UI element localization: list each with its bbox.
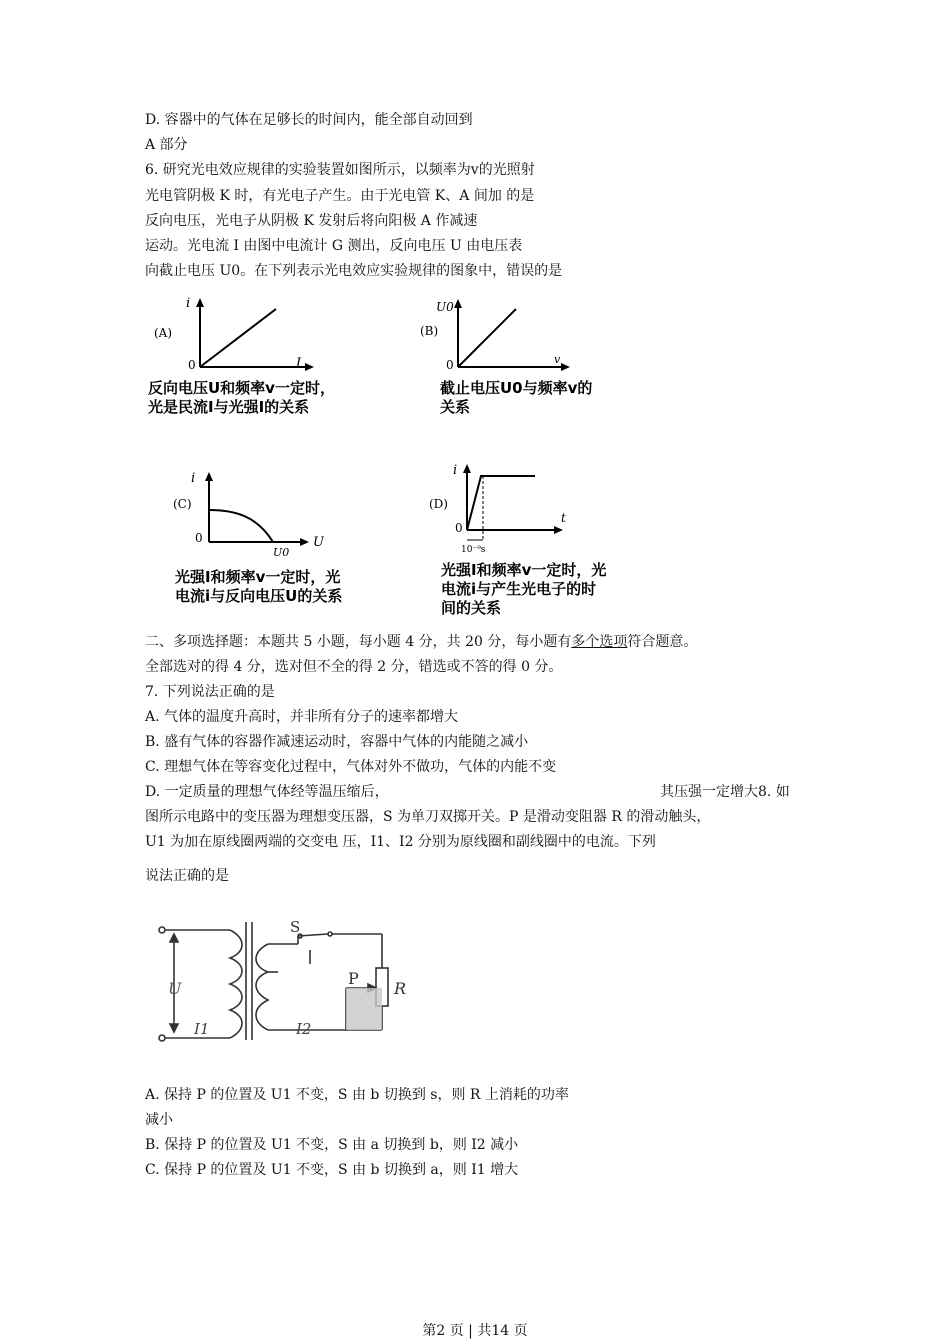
graph-d-origin: 0 bbox=[455, 521, 463, 535]
q7-stem: 7. 下列说法正确的是 bbox=[145, 684, 275, 700]
graph-c bbox=[165, 468, 405, 616]
graph-d-x-mark: 10⁻⁹s bbox=[461, 545, 486, 555]
q6-stem-line5: 向截止电压 U0。在下列表示光电效应实验规律的图象中，错误的是 bbox=[145, 263, 563, 279]
q5-option-d-line2: A 部分 bbox=[145, 137, 188, 153]
section2-intro-line1 bbox=[145, 632, 697, 652]
graph-a bbox=[148, 295, 398, 425]
graph-a-caption-1: 反向电压U和频率v一定时， bbox=[148, 379, 335, 397]
graph-d-x-axis: t bbox=[561, 511, 566, 525]
graph-d bbox=[425, 460, 665, 620]
graph-c-origin: 0 bbox=[195, 531, 203, 545]
graph-c-caption-1: 光强I和频率v一定时，光 bbox=[175, 568, 341, 586]
section2-underlined-phrase: 多个选项 bbox=[571, 634, 628, 650]
graph-b-plot bbox=[418, 295, 648, 375]
graph-b-y-axis: U0 bbox=[436, 300, 454, 314]
q8-option-a-line1: A. 保持 P 的位置及 U1 不变，S 由 b 切换到 s，则 R 上消耗的功率 bbox=[145, 1087, 569, 1103]
graph-a-x-axis: I bbox=[296, 356, 302, 371]
transformer-circuit bbox=[150, 908, 420, 1048]
graph-b-x-axis: v bbox=[554, 353, 561, 366]
graph-d-plot bbox=[425, 460, 665, 556]
circuit-i2-label: I2 bbox=[296, 1020, 312, 1038]
section2-intro-line2: 全部选对的得 4 分，选对但不全的得 2 分，错选或不答的得 0 分。 bbox=[145, 659, 563, 675]
graph-c-plot bbox=[165, 468, 405, 562]
graph-c-x-axis: U bbox=[313, 535, 324, 550]
circuit-p-label: P bbox=[348, 969, 359, 988]
q8-option-c: C. 保持 P 的位置及 U1 不变，S 由 b 切换到 a，则 I1 增大 bbox=[145, 1162, 519, 1178]
graph-c-y-axis: i bbox=[191, 471, 196, 486]
q8-stem-line1: 图所示电路中的变压器为理想变压器，S 为单刀双掷开关。P 是滑动变阻器 R 的滑动触头， bbox=[145, 809, 711, 825]
graph-c-label: (C) bbox=[173, 497, 192, 511]
graph-c-x-mark: U0 bbox=[273, 546, 290, 559]
graph-a-caption-2: 光是民流I与光强I的关系 bbox=[148, 398, 310, 416]
graph-b-caption-1: 截止电压U0与频率v的 bbox=[440, 379, 593, 397]
q8-option-a-line2: 减小 bbox=[145, 1112, 173, 1128]
graph-b-label: (B) bbox=[420, 324, 439, 338]
graph-a-plot bbox=[148, 295, 398, 375]
circuit-u-label: U bbox=[168, 979, 182, 998]
graph-b-caption-2: 关系 bbox=[440, 398, 471, 416]
q6-stem-line4: 运动。光电流 I 由图中电流计 G 测出，反向电压 U 由电压表 bbox=[145, 238, 523, 254]
q7-option-b: B. 盛有气体的容器作减速运动时，容器中气体的内能随之减小 bbox=[145, 734, 529, 750]
circuit-r-label: R bbox=[394, 979, 407, 998]
q6-stem-line1: 6. 研究光电效应规律的实验装置如图所示，以频率为v的光照射 bbox=[145, 162, 535, 178]
q6-stem-line3: 反向电压，光电子从阴极 K 发射后将向阳极 A 作减速 bbox=[145, 213, 478, 229]
q7-option-d-continued: 其压强一定增大8. 如 bbox=[660, 784, 790, 800]
circuit-s-label: S bbox=[290, 918, 301, 936]
graph-d-label: (D) bbox=[429, 497, 448, 511]
q7-option-d: D. 一定质量的理想气体经等温压缩后， bbox=[145, 784, 389, 800]
transformer-circuit-drawing bbox=[150, 908, 420, 1048]
q8-option-b: B. 保持 P 的位置及 U1 不变，S 由 a 切换到 b，则 I2 减小 bbox=[145, 1137, 519, 1153]
page-footer: 第2 页 | 共14 页 bbox=[422, 1323, 528, 1339]
graph-b bbox=[418, 295, 648, 425]
graph-d-caption-3: 间的关系 bbox=[441, 599, 502, 617]
graph-a-label: (A) bbox=[154, 326, 173, 340]
graph-c-caption-2: 电流i与反向电压U的关系 bbox=[175, 587, 343, 605]
q8-stem-line2: U1 为加在原线圈两端的交变电 压，I1、I2 分别为原线圈和副线圈中的电流。下列 bbox=[145, 834, 656, 850]
graph-d-caption-1: 光强I和频率v一定时，光 bbox=[441, 561, 607, 579]
q8-stem-line3: 说法正确的是 bbox=[145, 868, 229, 884]
graph-a-origin: 0 bbox=[188, 358, 196, 372]
graph-b-origin: 0 bbox=[446, 358, 454, 372]
graph-a-y-axis: i bbox=[186, 296, 191, 311]
graph-d-y-axis: i bbox=[453, 463, 458, 478]
q6-stem-line2: 光电管阴极 K 时，有光电子产生。由于光电管 K、A 间加 的是 bbox=[145, 188, 535, 204]
q7-option-a: A. 气体的温度升高时，并非所有分子的速率都增大 bbox=[145, 709, 459, 725]
graph-d-caption-2: 电流i与产生光电子的时 bbox=[441, 580, 597, 598]
section2-intro-end: 符合题意。 bbox=[627, 634, 698, 650]
q5-option-d-line1: D. 容器中的气体在足够长的时间内，能全部自动回到 bbox=[145, 112, 473, 128]
section2-intro-text: 二、多项选择题：本题共 5 小题，每小题 4 分，共 20 分，每小题有 bbox=[145, 634, 572, 650]
q7-option-c: C. 理想气体在等容变化过程中，气体对外不做功，气体的内能不变 bbox=[145, 759, 557, 775]
circuit-i1-label: I1 bbox=[194, 1020, 210, 1038]
